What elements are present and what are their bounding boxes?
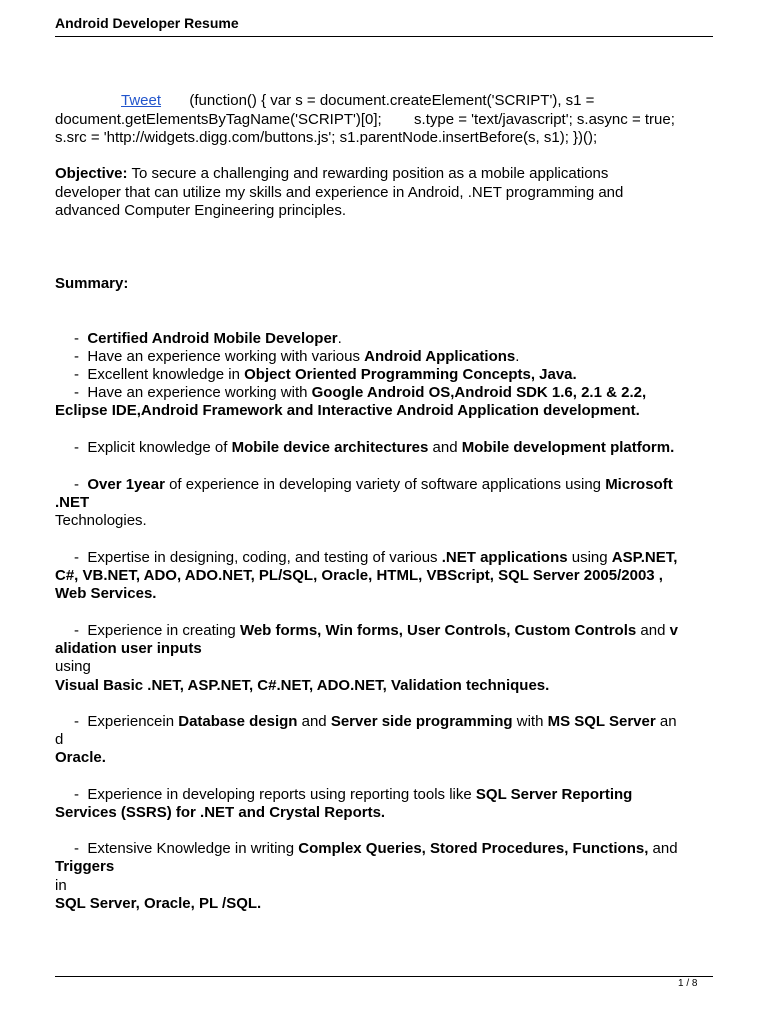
summary-bullet-6-line-3: Technologies. [55,512,147,529]
summary-bullet-11-line-2: Triggers [55,858,115,875]
summary-bullet-8-line-4: Visual Basic .NET, ASP.NET, C#.NET, ADO.NET, Validation techniques. [55,677,550,694]
summary-bullet-4: - Have an experience working with Google Android OS,Android SDK 1.6, 2.1 & 2.2, [74,384,647,401]
summary-bullet-3: - Excellent knowledge in Object Oriented Programming Concepts, Java. [74,366,577,383]
summary-bullet-7-line-2: C#, VB.NET, ADO, ADO.NET, PL/SQL, Oracle, HTML, VBScript, SQL Server 2005/2003 , [55,567,663,584]
summary-bullet-2: - Have an experience working with various Android Applications. [74,348,520,365]
summary-bullet-10: - Experience in developing reports using reporting tools like SQL Server Reporting [74,786,633,803]
objective-line-2: developer that can utilize my skills and experience in Android, .NET programming and [55,184,624,201]
summary-bullet-11-line-4: SQL Server, Oracle, PL /SQL. [55,895,262,912]
summary-bullet-7: - Expertise in designing, coding, and testing of various .NET applications using ASP.NET, [74,549,678,566]
script-line-2 [55,111,675,129]
script-text-2b: s.type = 'text/javascript'; s.async = true; [414,111,675,128]
footer-divider [55,976,713,977]
objective-text-1: To secure a challenging and rewarding position as a mobile applications [131,165,609,182]
summary-bullet-5: - Explicit knowledge of Mobile device architectures and Mobile development platform. [74,439,675,456]
page-number: 1 / 8 [678,978,698,989]
tweet-row [121,92,594,110]
summary-bullet-1: - Certified Android Mobile Developer. [74,330,342,347]
summary-bullet-11: - Extensive Knowledge in writing Complex Queries, Stored Procedures, Functions, and [74,840,678,857]
summary-bullet-6-line-2: .NET [55,494,90,511]
objective-label: Objective: [55,165,128,182]
summary-bullet-9-line-2: d [55,731,64,748]
tweet-link[interactable]: Tweet [121,92,162,109]
summary-bullet-8-line-2: alidation user inputs [55,640,202,657]
summary-heading: Summary: [55,275,129,292]
page-header-title: Android Developer Resume [55,15,239,31]
summary-bullet-10-line-2: Services (SSRS) for .NET and Crystal Reports. [55,804,386,821]
objective-line-3: advanced Computer Engineering principles. [55,202,347,219]
summary-bullet-4-line-2: Eclipse IDE,Android Framework and Interactive Android Application development. [55,402,640,419]
summary-bullet-6: - Over 1year of experience in developing variety of software applications using Microsoft [74,476,673,493]
script-line-3: s.src = 'http://widgets.digg.com/buttons.js'; s1.parentNode.insertBefore(s, s1); })(); [55,129,598,146]
summary-bullet-11-line-3: in [55,877,67,894]
script-text-2a: document.getElementsByTagName('SCRIPT')[0]; [55,111,382,128]
summary-bullet-7-line-3: Web Services. [55,585,157,602]
script-text-1: (function() { var s = document.createElement('SCRIPT'), s1 = [189,92,595,109]
summary-bullet-9: - Experiencein Database design and Server side programming with MS SQL Server an [74,713,677,730]
summary-bullet-9-line-3: Oracle. [55,749,106,766]
summary-bullet-8-line-3: using [55,658,91,675]
header-divider [55,36,713,37]
objective-line-1 [55,165,608,183]
summary-bullet-8: - Experience in creating Web forms, Win forms, User Controls, Custom Controls and v [74,622,678,639]
